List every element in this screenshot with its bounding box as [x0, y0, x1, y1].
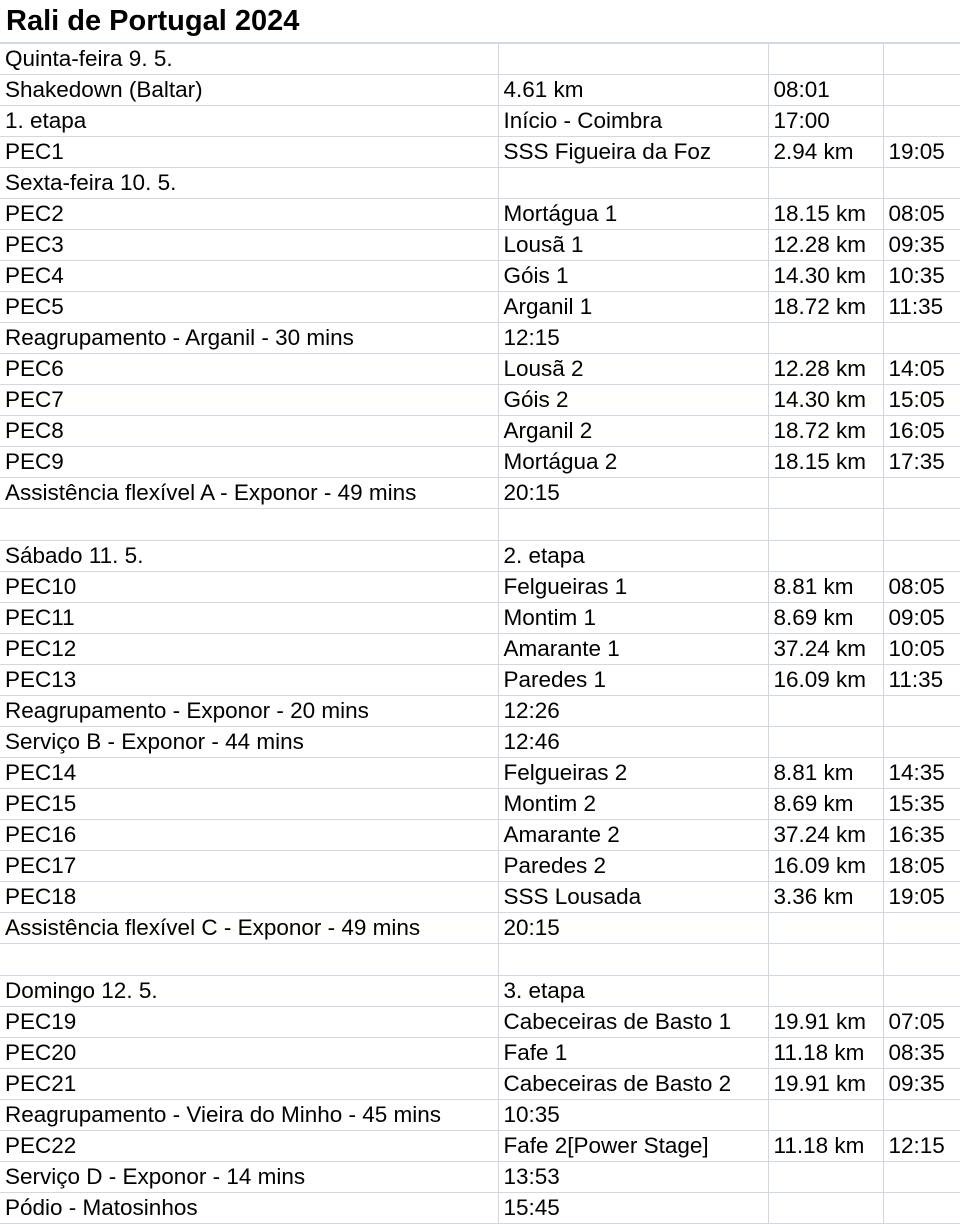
- time-cell: [883, 106, 960, 137]
- time-cell: 08:05: [883, 572, 960, 603]
- table-row: [0, 1162, 960, 1193]
- label-cell: PEC18: [0, 882, 498, 913]
- label-cell: PEC21: [0, 1069, 498, 1100]
- location-cell: 10:35: [498, 1100, 768, 1131]
- distance-cell: 19.91 km: [768, 1069, 883, 1100]
- table-row: [0, 541, 960, 572]
- table-row: [0, 882, 960, 913]
- distance-cell: [768, 44, 883, 75]
- location-cell: Paredes 2: [498, 851, 768, 882]
- table-row: [0, 385, 960, 416]
- time-cell: [883, 727, 960, 758]
- distance-cell: [768, 168, 883, 199]
- table-row: [0, 1069, 960, 1100]
- location-cell: 3. etapa: [498, 976, 768, 1007]
- table-row: [0, 789, 960, 820]
- table-row: [0, 447, 960, 478]
- distance-cell: 11.18 km: [768, 1131, 883, 1162]
- label-cell: PEC12: [0, 634, 498, 665]
- time-cell: 18:05: [883, 851, 960, 882]
- label-cell: PEC2: [0, 199, 498, 230]
- time-cell: 15:05: [883, 385, 960, 416]
- time-cell: 08:05: [883, 199, 960, 230]
- label-cell: PEC6: [0, 354, 498, 385]
- time-cell: 11:35: [883, 665, 960, 696]
- table-row: [0, 137, 960, 168]
- time-cell: [883, 75, 960, 106]
- time-cell: 10:35: [883, 261, 960, 292]
- table-row: [0, 354, 960, 385]
- table-row: [0, 913, 960, 944]
- label-cell: PEC9: [0, 447, 498, 478]
- label-cell: PEC4: [0, 261, 498, 292]
- table-row: [0, 478, 960, 509]
- table-row: [0, 572, 960, 603]
- time-cell: [883, 541, 960, 572]
- distance-cell: 18.72 km: [768, 292, 883, 323]
- time-cell: 14:35: [883, 758, 960, 789]
- location-cell: Felgueiras 1: [498, 572, 768, 603]
- time-cell: [883, 168, 960, 199]
- time-cell: 17:35: [883, 447, 960, 478]
- location-cell: Góis 1: [498, 261, 768, 292]
- table-row: [0, 1193, 960, 1224]
- time-cell: 19:05: [883, 882, 960, 913]
- location-cell: [498, 944, 768, 976]
- location-cell: SSS Lousada: [498, 882, 768, 913]
- distance-cell: 18.15 km: [768, 199, 883, 230]
- location-cell: [498, 44, 768, 75]
- location-cell: 2. etapa: [498, 541, 768, 572]
- time-cell: 12:15: [883, 1131, 960, 1162]
- label-cell: Assistência flexível C - Exponor - 49 mins: [0, 913, 498, 944]
- label-cell: PEC7: [0, 385, 498, 416]
- time-cell: 09:35: [883, 230, 960, 261]
- label-cell: Reagrupamento - Exponor - 20 mins: [0, 696, 498, 727]
- time-cell: [883, 44, 960, 75]
- distance-cell: [768, 509, 883, 541]
- label-cell: PEC8: [0, 416, 498, 447]
- time-cell: 19:05: [883, 137, 960, 168]
- time-cell: 16:35: [883, 820, 960, 851]
- label-cell: Sexta-feira 10. 5.: [0, 168, 498, 199]
- label-cell: Shakedown (Baltar): [0, 75, 498, 106]
- location-cell: 12:46: [498, 727, 768, 758]
- label-cell: PEC10: [0, 572, 498, 603]
- table-row: [0, 230, 960, 261]
- location-cell: Amarante 2: [498, 820, 768, 851]
- time-cell: [883, 976, 960, 1007]
- table-row: [0, 75, 960, 106]
- location-cell: Montim 1: [498, 603, 768, 634]
- distance-cell: 12.28 km: [768, 230, 883, 261]
- location-cell: Fafe 1: [498, 1038, 768, 1069]
- time-cell: [883, 1193, 960, 1224]
- time-cell: 11:35: [883, 292, 960, 323]
- distance-cell: 37.24 km: [768, 634, 883, 665]
- label-cell: PEC16: [0, 820, 498, 851]
- time-cell: 07:05: [883, 1007, 960, 1038]
- location-cell: Góis 2: [498, 385, 768, 416]
- distance-cell: [768, 478, 883, 509]
- distance-cell: 2.94 km: [768, 137, 883, 168]
- location-cell: 12:15: [498, 323, 768, 354]
- location-cell: Mortágua 2: [498, 447, 768, 478]
- table-row: [0, 1007, 960, 1038]
- location-cell: Lousã 2: [498, 354, 768, 385]
- time-cell: 09:05: [883, 603, 960, 634]
- schedule-table: [0, 43, 960, 1224]
- distance-cell: 3.36 km: [768, 882, 883, 913]
- distance-cell: [768, 976, 883, 1007]
- distance-cell: 18.72 km: [768, 416, 883, 447]
- table-row: [0, 727, 960, 758]
- location-cell: Arganil 2: [498, 416, 768, 447]
- time-cell: 08:35: [883, 1038, 960, 1069]
- location-cell: 13:53: [498, 1162, 768, 1193]
- time-cell: 15:35: [883, 789, 960, 820]
- location-cell: Cabeceiras de Basto 2: [498, 1069, 768, 1100]
- label-cell: [0, 944, 498, 976]
- table-row: [0, 416, 960, 447]
- distance-cell: [768, 541, 883, 572]
- distance-cell: [768, 913, 883, 944]
- label-cell: PEC19: [0, 1007, 498, 1038]
- table-row: [0, 820, 960, 851]
- location-cell: 15:45: [498, 1193, 768, 1224]
- location-cell: 12:26: [498, 696, 768, 727]
- time-cell: [883, 913, 960, 944]
- location-cell: Mortágua 1: [498, 199, 768, 230]
- distance-cell: 14.30 km: [768, 261, 883, 292]
- label-cell: Domingo 12. 5.: [0, 976, 498, 1007]
- distance-cell: [768, 696, 883, 727]
- location-cell: Paredes 1: [498, 665, 768, 696]
- table-row: [0, 199, 960, 230]
- time-cell: [883, 944, 960, 976]
- distance-cell: 12.28 km: [768, 354, 883, 385]
- location-cell: Cabeceiras de Basto 1: [498, 1007, 768, 1038]
- distance-cell: 16.09 km: [768, 665, 883, 696]
- label-cell: PEC14: [0, 758, 498, 789]
- location-cell: Felgueiras 2: [498, 758, 768, 789]
- distance-cell: 37.24 km: [768, 820, 883, 851]
- location-cell: [498, 168, 768, 199]
- time-cell: [883, 1162, 960, 1193]
- time-cell: [883, 1100, 960, 1131]
- time-cell: [883, 323, 960, 354]
- table-row: [0, 976, 960, 1007]
- time-cell: [883, 478, 960, 509]
- distance-cell: [768, 1100, 883, 1131]
- time-cell: [883, 509, 960, 541]
- label-cell: Reagrupamento - Arganil - 30 mins: [0, 323, 498, 354]
- label-cell: Quinta-feira 9. 5.: [0, 44, 498, 75]
- table-row: [0, 509, 960, 541]
- distance-cell: 16.09 km: [768, 851, 883, 882]
- distance-cell: [768, 944, 883, 976]
- table-row: [0, 323, 960, 354]
- table-row: [0, 851, 960, 882]
- label-cell: 1. etapa: [0, 106, 498, 137]
- location-cell: Montim 2: [498, 789, 768, 820]
- label-cell: PEC13: [0, 665, 498, 696]
- location-cell: 20:15: [498, 478, 768, 509]
- label-cell: Serviço B - Exponor - 44 mins: [0, 727, 498, 758]
- distance-cell: 08:01: [768, 75, 883, 106]
- label-cell: PEC22: [0, 1131, 498, 1162]
- label-cell: PEC3: [0, 230, 498, 261]
- distance-cell: [768, 323, 883, 354]
- table-row: [0, 758, 960, 789]
- distance-cell: 14.30 km: [768, 385, 883, 416]
- location-cell: Fafe 2[Power Stage]: [498, 1131, 768, 1162]
- label-cell: [0, 509, 498, 541]
- distance-cell: 8.81 km: [768, 572, 883, 603]
- table-row: [0, 261, 960, 292]
- schedule-rows: [0, 44, 960, 1224]
- table-row: [0, 106, 960, 137]
- distance-cell: [768, 1162, 883, 1193]
- distance-cell: 8.69 km: [768, 603, 883, 634]
- table-row: [0, 696, 960, 727]
- label-cell: PEC17: [0, 851, 498, 882]
- distance-cell: 8.69 km: [768, 789, 883, 820]
- location-cell: Início - Coimbra: [498, 106, 768, 137]
- label-cell: PEC1: [0, 137, 498, 168]
- label-cell: Serviço D - Exponor - 14 mins: [0, 1162, 498, 1193]
- distance-cell: [768, 1193, 883, 1224]
- table-row: [0, 944, 960, 976]
- distance-cell: 8.81 km: [768, 758, 883, 789]
- table-row: [0, 1100, 960, 1131]
- distance-cell: [768, 727, 883, 758]
- table-row: [0, 44, 960, 75]
- label-cell: PEC11: [0, 603, 498, 634]
- location-cell: [498, 509, 768, 541]
- label-cell: Assistência flexível A - Exponor - 49 mins: [0, 478, 498, 509]
- distance-cell: 19.91 km: [768, 1007, 883, 1038]
- label-cell: Pódio - Matosinhos: [0, 1193, 498, 1224]
- time-cell: 10:05: [883, 634, 960, 665]
- time-cell: 16:05: [883, 416, 960, 447]
- distance-cell: 17:00: [768, 106, 883, 137]
- table-row: [0, 292, 960, 323]
- table-row: [0, 603, 960, 634]
- label-cell: Reagrupamento - Vieira do Minho - 45 mins: [0, 1100, 498, 1131]
- label-cell: Sábado 11. 5.: [0, 541, 498, 572]
- location-cell: 4.61 km: [498, 75, 768, 106]
- table-row: [0, 168, 960, 199]
- time-cell: 14:05: [883, 354, 960, 385]
- table-row: [0, 665, 960, 696]
- label-cell: PEC5: [0, 292, 498, 323]
- location-cell: 20:15: [498, 913, 768, 944]
- location-cell: SSS Figueira da Foz: [498, 137, 768, 168]
- time-cell: [883, 696, 960, 727]
- table-row: [0, 634, 960, 665]
- table-row: [0, 1038, 960, 1069]
- distance-cell: 18.15 km: [768, 447, 883, 478]
- location-cell: Arganil 1: [498, 292, 768, 323]
- location-cell: Lousã 1: [498, 230, 768, 261]
- label-cell: PEC20: [0, 1038, 498, 1069]
- time-cell: 09:35: [883, 1069, 960, 1100]
- label-cell: PEC15: [0, 789, 498, 820]
- location-cell: Amarante 1: [498, 634, 768, 665]
- table-row: [0, 1131, 960, 1162]
- sheet-title: Rali de Portugal 2024: [0, 0, 960, 43]
- distance-cell: 11.18 km: [768, 1038, 883, 1069]
